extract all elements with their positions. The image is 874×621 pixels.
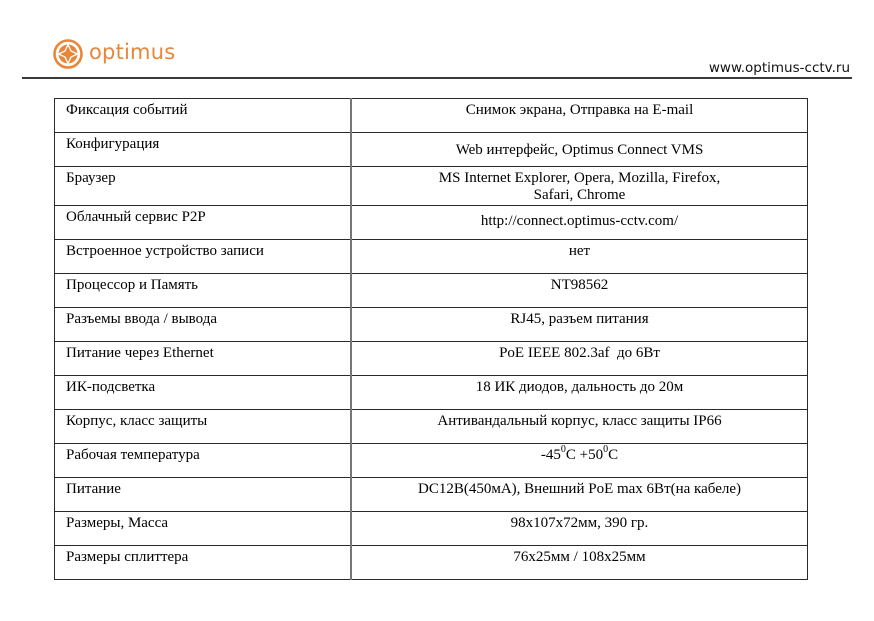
temp-max: +50 (579, 447, 604, 463)
spec-value: Антивандальный корпус, класс защиты IP66 (351, 410, 808, 444)
spec-label: Встроенное устройство записи (55, 240, 352, 274)
spec-value: NT98562 (351, 274, 808, 308)
optimus-aperture-icon (53, 39, 83, 69)
table-row (55, 274, 808, 308)
table-row (55, 410, 808, 444)
spec-value (351, 167, 808, 206)
table-row (55, 240, 808, 274)
table-row (55, 512, 808, 546)
spec-label: Размеры сплиттера (55, 546, 352, 580)
table-row (55, 376, 808, 410)
spec-value: Web интерфейс, Optimus Connect VMS (351, 133, 808, 167)
header-divider (22, 77, 852, 79)
temp-unit: C (608, 447, 619, 463)
table-row (55, 206, 808, 240)
spec-label: Рабочая температура (55, 444, 352, 478)
table-row (55, 133, 808, 167)
spec-label: Питание (55, 478, 352, 512)
spec-label: Конфигурация (55, 133, 352, 167)
spec-value: 76x25мм / 108x25мм (351, 546, 808, 580)
brand-logo (53, 38, 175, 70)
spec-value: 18 ИК диодов, дальность до 20м (351, 376, 808, 410)
spec-label: Питание через Ethernet (55, 342, 352, 376)
spec-label: ИК-подсветка (55, 376, 352, 410)
site-url: www.optimus-cctv.ru (708, 60, 850, 76)
spec-value: RJ45, разъем питания (351, 308, 808, 342)
spec-value-line: MS Internet Explorer, Opera, Mozilla, Firefox, (438, 170, 721, 186)
logo-text: optimus (89, 40, 176, 64)
spec-label: Браузер (55, 167, 352, 206)
spec-value: Снимок экрана, Отправка на E-mail (351, 99, 808, 133)
table-row (55, 444, 808, 478)
spec-label: Размеры, Масса (55, 512, 352, 546)
spec-label: Корпус, класс защиты (55, 410, 352, 444)
spec-value-temperature (351, 444, 808, 478)
table-row (55, 342, 808, 376)
temp-unit: C (565, 447, 576, 463)
spec-label: Разъемы ввода / вывода (55, 308, 352, 342)
specifications-table (54, 98, 808, 580)
table-row (55, 546, 808, 580)
spec-value-line: Safari, Chrome (533, 187, 626, 203)
table-row (55, 99, 808, 133)
spec-value: DC12В(450мА), Внешний PoE max 6Вт(на кабеле) (351, 478, 808, 512)
spec-label: Фиксация событий (55, 99, 352, 133)
spec-value: http://connect.optimus-cctv.com/ (351, 206, 808, 240)
table-row (55, 308, 808, 342)
spec-value: 98x107x72мм, 390 гр. (351, 512, 808, 546)
spec-label: Процессор и Память (55, 274, 352, 308)
table-row (55, 478, 808, 512)
table-row (55, 167, 808, 206)
temp-min: -45 (540, 447, 561, 463)
spec-value: нет (351, 240, 808, 274)
spec-value: PoE IEEE 802.3af до 6Вт (351, 342, 808, 376)
spec-label: Облачный сервис P2P (55, 206, 352, 240)
degree-sup: 0 (603, 444, 609, 455)
degree-sup: 0 (560, 444, 566, 455)
